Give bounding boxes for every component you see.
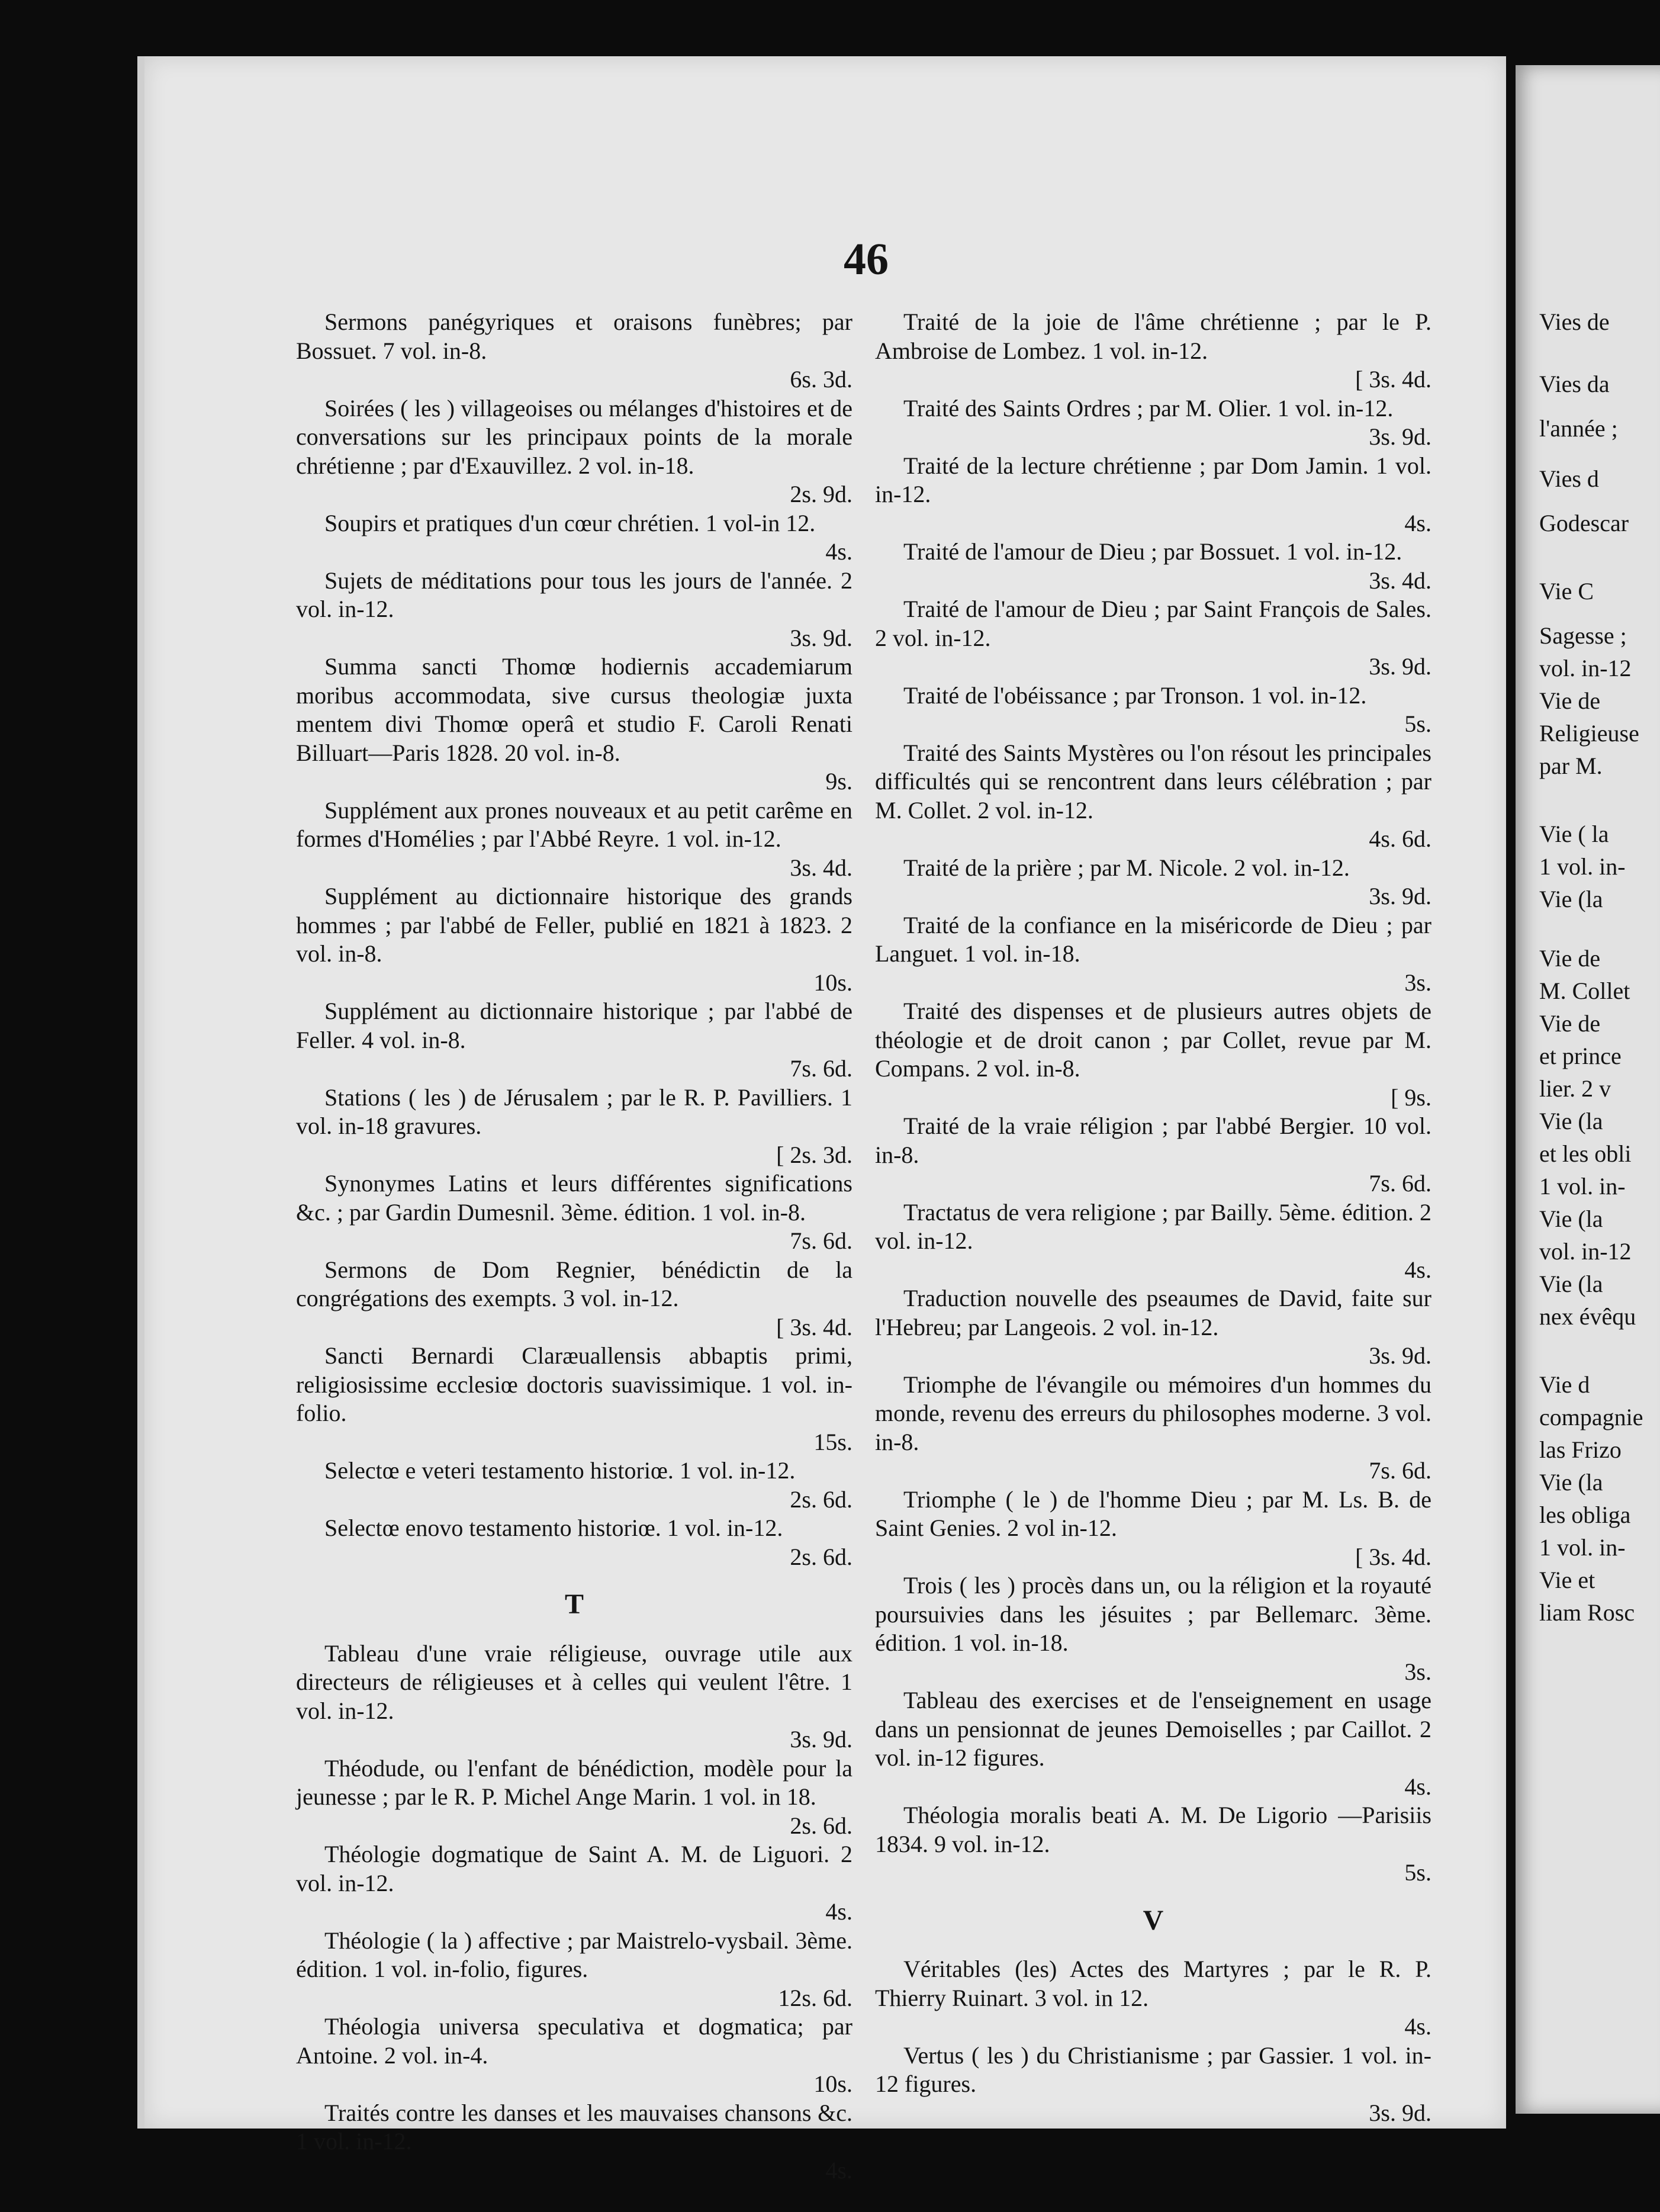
page-number: 46 xyxy=(844,234,889,284)
entry-text: Tableau d'une vraie réligieuse, ouvrage utile aux directeurs de réligieuses et à celles qui veulent l'être. 1 vol. in-12. xyxy=(296,1639,852,1724)
right-entries-t xyxy=(875,308,1431,1888)
entry-text: Supplément au dictionnaire historique ; par l'abbé de Feller. 4 vol. in-8. xyxy=(296,998,852,1053)
catalogue-entry xyxy=(875,854,1431,911)
facing-page-line: 1 vol. in- xyxy=(1539,853,1626,880)
entry-text: Traité de la confiance en la miséricorde de Dieu ; par Languet. 1 vol. in-18. xyxy=(875,911,1431,967)
catalogue-entry xyxy=(296,567,852,653)
entry-price: 5s. xyxy=(1404,710,1431,737)
entry-price: 10s. xyxy=(813,2070,852,2097)
entry-price: 4s. xyxy=(1404,1773,1431,1800)
entry-price: 3s. 4d. xyxy=(1369,567,1431,594)
entry-price: 3s. 9d. xyxy=(1369,883,1431,909)
catalogue-entry xyxy=(296,796,852,883)
entry-text: Soirées ( les ) villageoises ou mélanges d'histoires et de conversations sur les principaux points de la morale chrétienne ; par d'Exauvillez. 2 vol. in-18. xyxy=(296,394,852,479)
catalogue-entry xyxy=(296,882,852,997)
entry-text: Traité de l'amour de Dieu ; par Saint François de Sales. 2 vol. in-12. xyxy=(875,596,1431,651)
entry-text: Traité de la vraie réligion ; par l'abbé Bergier. 10 vol. in-8. xyxy=(875,1113,1431,1168)
catalogue-entry xyxy=(296,1514,852,1571)
right-column xyxy=(875,308,1431,2127)
facing-page-line: Vies da xyxy=(1539,371,1610,397)
entry-price: 4s. xyxy=(1404,2013,1431,2040)
entry-price: 4s. 6d. xyxy=(1369,825,1431,852)
entry-price: [ 3s. 4d. xyxy=(1355,366,1431,393)
catalogue-entry xyxy=(875,739,1431,854)
entry-text: Théodude, ou l'enfant de bénédiction, modèle pour la jeunesse ; par le R. P. Michel Ange Marin. 1 vol. in 18. xyxy=(296,1754,852,1810)
facing-page-line: Vies de xyxy=(1539,308,1610,335)
entry-text: Sermons de Dom Regnier, bénédictin de la congrégations des exempts. 3 vol. in-12. xyxy=(296,1256,852,1311)
entry-price: 3s. 9d. xyxy=(1369,2099,1431,2126)
entry-price: 2s. 6d. xyxy=(790,1812,852,1839)
entry-text: Sancti Bernardi Claræuallensis abbaptis primi, religiosissime ecclesiœ doctoris suavissimique. 1 vol. in-folio. xyxy=(296,1342,852,1426)
entry-text: Sermons panégyriques et oraisons funèbres; par Bossuet. 7 vol. in-8. xyxy=(296,308,852,364)
entry-text: Selectœ enovo testamento historiœ. 1 vol. in-12. xyxy=(324,1515,783,1541)
catalogue-entry xyxy=(296,2099,852,2185)
catalogue-entry xyxy=(875,1486,1431,1572)
entry-price: [ 3s. 4d. xyxy=(776,1313,852,1340)
facing-page-line: Vie ( la xyxy=(1539,821,1609,847)
entry-price: 4s. xyxy=(825,2156,852,2184)
entry-price: 4s. xyxy=(825,538,852,565)
catalogue-entry xyxy=(875,911,1431,998)
catalogue-entry xyxy=(296,652,852,796)
entry-text: Stations ( les ) de Jérusalem ; par le R. P. Pavilliers. 1 vol. in-18 gravures. xyxy=(296,1084,852,1139)
entry-price: 3s. xyxy=(1404,969,1431,996)
facing-page-line: 1 vol. in- xyxy=(1539,1534,1626,1561)
entry-price: 12s. 6d. xyxy=(778,1984,852,2011)
entry-price: 9s. xyxy=(825,768,852,795)
entry-text: Triomphe de l'évangile ou mémoires d'un hommes du monde, revenu des erreurs du philosophes moderne. 3 vol. in-8. xyxy=(875,1371,1431,1455)
entry-text: Traité des Saints Ordres ; par M. Olier. 1 vol. in-12. xyxy=(903,394,1394,422)
facing-page-line: Vie et xyxy=(1539,1567,1595,1593)
facing-page-line: vol. in-12 xyxy=(1539,1238,1632,1265)
facing-page-line: Sagesse ; xyxy=(1539,622,1627,649)
entry-price: [ 3s. 4d. xyxy=(1355,1543,1431,1570)
catalogue-entry xyxy=(875,1686,1431,1801)
catalogue-entry xyxy=(875,1284,1431,1371)
facing-page-line: Vie de xyxy=(1539,687,1601,714)
facing-page-line: M. Collet xyxy=(1539,978,1630,1004)
entry-text: Traité de la joie de l'âme chrétienne ; par le P. Ambroise de Lombez. 1 vol. in-12. xyxy=(875,308,1431,364)
entry-price: 5s. xyxy=(1404,1859,1431,1886)
catalogue-entry xyxy=(875,452,1431,538)
entry-text: Supplément au dictionnaire historique des grands hommes ; par l'abbé de Feller, publié en 1821 à 1823. 2 vol. in-8. xyxy=(296,883,852,967)
entry-text: Théologie dogmatique de Saint A. M. de Liguori. 2 vol. in-12. xyxy=(296,1841,852,1896)
facing-page-line: Vie de xyxy=(1539,1010,1601,1037)
facing-page-line: nex évêqu xyxy=(1539,1303,1636,1330)
facing-page-line: et prince xyxy=(1539,1043,1622,1069)
entry-text: Vertus ( les ) du Christianisme ; par Gassier. 1 vol. in-12 figures. xyxy=(875,2041,1431,2097)
entry-price: 7s. 6d. xyxy=(790,1055,852,1082)
facing-page-line: vol. in-12 xyxy=(1539,655,1632,681)
section-letter-t: T xyxy=(564,1589,584,1620)
facing-page-line: et les obli xyxy=(1539,1140,1632,1167)
catalogue-entry xyxy=(875,394,1431,452)
facing-page-line: par M. xyxy=(1539,753,1603,779)
facing-page-line: Vie (la xyxy=(1539,1469,1603,1496)
catalogue-entry xyxy=(875,1112,1431,1198)
catalogue-entry xyxy=(875,1198,1431,1285)
facing-page-line: liam Rosc xyxy=(1539,1599,1635,1626)
entry-text: Soupirs et pratiques d'un cœur chrétien. 1 vol-in 12. xyxy=(324,509,816,536)
entry-price: 10s. xyxy=(813,969,852,996)
catalogue-entry xyxy=(296,308,852,394)
entry-price: 4s. xyxy=(1404,509,1431,536)
catalogue-entry xyxy=(296,509,852,567)
catalogue-entry xyxy=(875,1801,1431,1888)
left-entries-s xyxy=(296,308,852,1571)
entry-text: Traité des dispenses et de plusieurs autres objets de théologie et de droit canon ; par Collet, revue par M. Compans. 2 vol. in-8. xyxy=(875,998,1431,1082)
catalogue-entry xyxy=(875,681,1431,739)
catalogue-entry xyxy=(296,1084,852,1170)
entry-text: Traités contre les danses et les mauvaises chansons &c. 1 vol. in-12. xyxy=(296,2099,852,2155)
entry-text: Théologie ( la ) affective ; par Maistrelo-vysbail. 3ème. édition. 1 vol. in-folio, figures. xyxy=(296,1927,852,1982)
entry-price: 3s. xyxy=(1404,1658,1431,1685)
entry-text: Selectœ e veteri testamento historiœ. 1 vol. in-12. xyxy=(324,1457,796,1484)
entry-text: Véritables (les) Actes des Martyres ; par le R. P. Thierry Ruinart. 3 vol. in 12. xyxy=(875,1956,1431,2011)
entry-price: 7s. 6d. xyxy=(1369,1170,1431,1197)
entry-text: Tractatus de vera religione ; par Bailly. 5ème. édition. 2 vol. in-12. xyxy=(875,1198,1431,1254)
entry-text: Traité de l'amour de Dieu ; par Bossuet. 1 vol. in-12. xyxy=(903,538,1402,565)
catalogue-entry xyxy=(296,394,852,509)
catalogue-entry xyxy=(875,595,1431,681)
right-entries-v xyxy=(875,1955,1431,2127)
facing-page-line: les obliga xyxy=(1539,1502,1631,1528)
facing-page-line: Vie (la xyxy=(1539,1271,1603,1297)
catalogue-entry xyxy=(296,1169,852,1256)
entry-price: 3s. 9d. xyxy=(1369,1342,1431,1369)
left-column xyxy=(296,308,852,2185)
entry-price: 7s. 6d. xyxy=(1369,1457,1431,1484)
entry-price: 15s. xyxy=(813,1428,852,1455)
catalogue-entry xyxy=(296,1342,852,1457)
catalogue-entry xyxy=(875,538,1431,595)
entry-text: Théologia universa speculativa et dogmatica; par Antoine. 2 vol. in-4. xyxy=(296,2013,852,2069)
facing-page-line: compagnie xyxy=(1539,1404,1643,1430)
entry-price: [ 9s. xyxy=(1391,1084,1431,1111)
facing-page-line: Vies d xyxy=(1539,465,1599,492)
entry-text: Traduction nouvelle des pseaumes de David, faite sur l'Hebreu; par Langeois. 2 vol. in-12. xyxy=(875,1285,1431,1340)
facing-page-line: Vie (la xyxy=(1539,886,1603,912)
facing-page-line: l'année ; xyxy=(1539,415,1618,442)
facing-page-line: Vie (la xyxy=(1539,1108,1603,1134)
entry-text: Supplément aux prones nouveaux et au petit carême en formes d'Homélies ; par l'Abbé Reyre. 1 vol. in-12. xyxy=(296,796,852,852)
entry-text: Traité de la prière ; par M. Nicole. 2 vol. in-12. xyxy=(903,854,1350,881)
entry-price: 4s. xyxy=(1404,1256,1431,1283)
facing-page-line: Godescar xyxy=(1539,510,1629,536)
catalogue-entry xyxy=(296,1639,852,1754)
catalogue-entry xyxy=(875,1371,1431,1486)
catalogue-entry xyxy=(296,1457,852,1514)
entry-text: Théologia moralis beati A. M. De Ligorio —Parisiis 1834. 9 vol. in-12. xyxy=(875,1802,1431,1857)
catalogue-entry xyxy=(296,2012,852,2099)
entry-text: Triomphe ( le ) de l'homme Dieu ; par M. Ls. B. de Saint Genies. 2 vol in-12. xyxy=(875,1486,1431,1541)
entry-price: 2s. 6d. xyxy=(790,1543,852,1570)
entry-price: 3s. 4d. xyxy=(790,854,852,881)
entry-price: 3s. 9d. xyxy=(1369,423,1431,450)
entry-text: Traité de la lecture chrétienne ; par Dom Jamin. 1 vol. in-12. xyxy=(875,452,1431,507)
facing-page-line: Vie de xyxy=(1539,945,1601,972)
catalogue-entry xyxy=(875,308,1431,394)
catalogue-entry xyxy=(296,1754,852,1841)
entry-price: [ 2s. 3d. xyxy=(776,1141,852,1168)
entry-price: 3s. 9d. xyxy=(790,1726,852,1753)
catalogue-entry xyxy=(296,1927,852,2013)
catalogue-entry xyxy=(875,997,1431,1112)
facing-page-fragment xyxy=(1516,65,1660,2114)
entry-price: 2s. 9d. xyxy=(790,481,852,507)
catalogue-entry xyxy=(875,1955,1431,2041)
entry-text: Synonymes Latins et leurs différentes significations &c. ; par Gardin Dumesnil. 3ème. édition. 1 vol. in-8. xyxy=(296,1170,852,1226)
entry-text: Summa sancti Thomœ hodiernis accademiarum moribus accommodata, sive cursus theologiæ juxta mentem divi Thomœ operâ et studio F. Caroli Renati Billuart—Paris 1828. 20 vol. in-8. xyxy=(296,653,852,766)
catalogue-entry xyxy=(296,997,852,1084)
entry-price: 6s. 3d. xyxy=(790,366,852,393)
entry-text: Sujets de méditations pour tous les jours de l'année. 2 vol. in-12. xyxy=(296,567,852,622)
catalogue-entry xyxy=(296,1256,852,1342)
catalogue-entry xyxy=(875,1571,1431,1686)
left-entries-t xyxy=(296,1639,852,2185)
entry-text: Trois ( les ) procès dans un, ou la réligion et la royauté poursuivies dans les jésuites ; par Bellemarc. 3ème. édition. 1 vol. in-18. xyxy=(875,1572,1431,1656)
facing-page-line: Vie (la xyxy=(1539,1205,1603,1232)
entry-text: Traité des Saints Mystères ou l'on résout les principales difficultés qui se rencontrent dans leurs célébration ; par M. Collet. 2 vol. in-12. xyxy=(875,739,1431,824)
catalogue-entry xyxy=(296,1840,852,1927)
entry-price: 7s. 6d. xyxy=(790,1227,852,1254)
facing-page-line: Vie d xyxy=(1539,1371,1590,1398)
entry-price: 2s. 6d. xyxy=(790,1486,852,1513)
entry-price: 4s. xyxy=(825,1898,852,1925)
facing-page-line: 1 vol. in- xyxy=(1539,1173,1626,1200)
catalogue-entry xyxy=(875,2041,1431,2128)
facing-page-line: las Frizo xyxy=(1539,1436,1622,1463)
facing-page-line: lier. 2 v xyxy=(1539,1075,1611,1102)
entry-text: Traité de l'obéissance ; par Tronson. 1 vol. in-12. xyxy=(903,681,1367,709)
facing-page-line: Vie C xyxy=(1539,578,1594,605)
entry-price: 3s. 9d. xyxy=(1369,653,1431,680)
entry-text: Tableau des exercises et de l'enseignement en usage dans un pensionnat de jeunes Demoiselles ; par Caillot. 2 vol. in-12 figures. xyxy=(875,1687,1431,1771)
facing-page-line: Religieuse xyxy=(1539,720,1639,747)
entry-price: 3s. 9d. xyxy=(790,624,852,651)
section-letter-v: V xyxy=(1143,1904,1164,1936)
